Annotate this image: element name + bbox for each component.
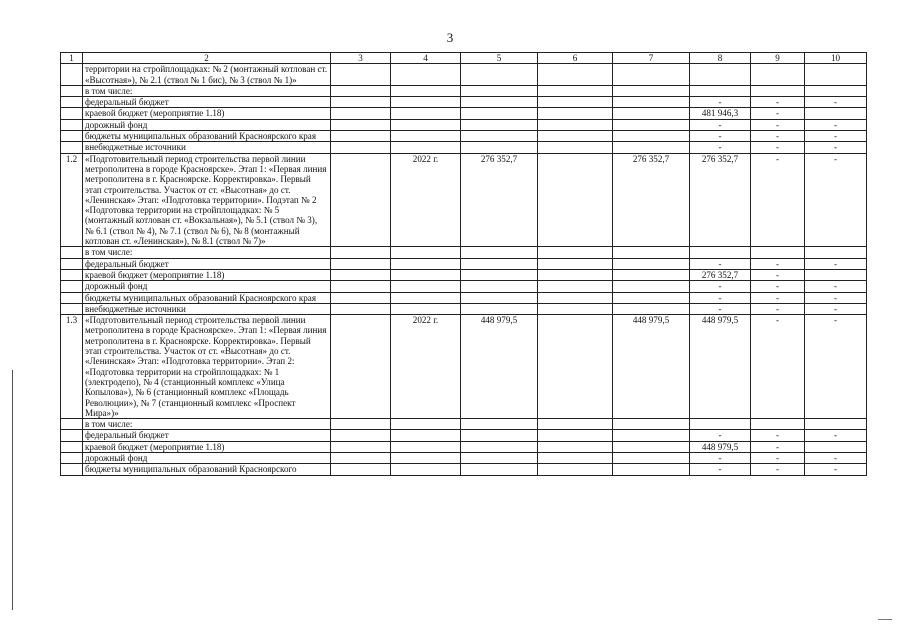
table-cell	[613, 97, 690, 108]
table-cell: -	[805, 430, 867, 441]
table-cell: -	[805, 292, 867, 303]
table-cell	[751, 247, 805, 258]
table-cell: -	[690, 430, 751, 441]
table-cell: -	[805, 119, 867, 130]
table-cell	[61, 419, 83, 430]
col-header: 6	[538, 53, 613, 64]
table-row	[61, 85, 867, 96]
table-cell	[61, 64, 83, 86]
table-cell	[391, 64, 461, 86]
table-cell	[613, 292, 690, 303]
table-row	[61, 258, 867, 269]
row-description: краевой бюджет (мероприятие 1.18)	[83, 441, 331, 452]
table-cell	[613, 452, 690, 463]
table-cell	[61, 85, 83, 96]
table-cell	[538, 108, 613, 119]
table-cell: -	[751, 292, 805, 303]
header-row	[61, 53, 867, 64]
table-cell	[461, 142, 538, 153]
table-cell: -	[751, 119, 805, 130]
table-cell	[391, 452, 461, 463]
table-cell	[61, 269, 83, 280]
table-cell: 481 946,3	[690, 108, 751, 119]
table-cell: -	[805, 315, 867, 419]
row-description: территории на стройплощадках: № 2 (монтажный котлован ст. «Высотная»), № 2.1 (ствол № 1 бис), № 3 (ствол № 1)»	[83, 64, 331, 86]
table-cell: 448 979,5	[690, 315, 751, 419]
table-cell	[391, 281, 461, 292]
table-row	[61, 108, 867, 119]
table-cell	[391, 119, 461, 130]
table-cell: -	[690, 452, 751, 463]
table-cell: -	[690, 258, 751, 269]
table-cell	[461, 281, 538, 292]
col-header: 4	[391, 53, 461, 64]
table-row	[61, 142, 867, 153]
table-cell	[331, 153, 391, 247]
row-description: бюджеты муниципальных образований Красноярского	[83, 464, 331, 475]
table-cell	[61, 441, 83, 452]
table-cell	[613, 430, 690, 441]
table-cell	[538, 258, 613, 269]
table-cell	[61, 119, 83, 130]
table-cell	[538, 303, 613, 314]
table-cell	[613, 108, 690, 119]
table-cell: -	[805, 452, 867, 463]
col-header: 8	[690, 53, 751, 64]
table-cell	[61, 97, 83, 108]
table-cell: -	[690, 131, 751, 142]
table-cell: -	[751, 153, 805, 247]
table-cell	[805, 108, 867, 119]
table-cell	[461, 258, 538, 269]
table-cell	[391, 430, 461, 441]
table-cell: 448 979,5	[613, 315, 690, 419]
row-description: дорожный фонд	[83, 119, 331, 130]
row-description: в том числе:	[83, 85, 331, 96]
table-cell	[61, 247, 83, 258]
table-cell	[461, 85, 538, 96]
table-cell	[538, 85, 613, 96]
table-cell	[690, 85, 751, 96]
table-row	[61, 247, 867, 258]
table-cell	[391, 441, 461, 452]
table-cell	[331, 108, 391, 119]
table-cell	[538, 247, 613, 258]
table-cell	[805, 85, 867, 96]
table-cell	[461, 303, 538, 314]
table-row	[61, 452, 867, 463]
row-description: дорожный фонд	[83, 281, 331, 292]
table-cell	[391, 85, 461, 96]
table-cell	[538, 153, 613, 247]
table-cell	[613, 131, 690, 142]
table-cell	[690, 419, 751, 430]
table-cell	[538, 119, 613, 130]
table-cell: -	[690, 119, 751, 130]
table-cell: -	[805, 153, 867, 247]
col-header: 9	[751, 53, 805, 64]
table-cell: -	[751, 258, 805, 269]
row-description: внебюджетные источники	[83, 303, 331, 314]
table-cell: -	[751, 464, 805, 475]
table-row	[61, 419, 867, 430]
row-description: федеральный бюджет	[83, 430, 331, 441]
table-cell	[461, 247, 538, 258]
table-cell	[538, 64, 613, 86]
table-cell	[613, 64, 690, 86]
table-cell	[61, 142, 83, 153]
table-cell	[331, 142, 391, 153]
table-cell	[805, 269, 867, 280]
row-description: в том числе:	[83, 419, 331, 430]
table-cell	[805, 419, 867, 430]
table-cell	[61, 108, 83, 119]
row-description: внебюджетные источники	[83, 142, 331, 153]
table-cell	[538, 419, 613, 430]
table-cell	[61, 131, 83, 142]
table-cell	[613, 303, 690, 314]
table-cell	[613, 269, 690, 280]
table-cell	[391, 258, 461, 269]
table-cell	[331, 419, 391, 430]
table-cell	[331, 119, 391, 130]
row-description: в том числе:	[83, 247, 331, 258]
table-row	[61, 430, 867, 441]
table-cell: 448 979,5	[461, 315, 538, 419]
table-cell	[538, 281, 613, 292]
table-cell	[461, 119, 538, 130]
table-cell	[538, 142, 613, 153]
row-description: «Подготовительный период строительства первой линии метрополитена в городе Красноярске». Этап 1: «Первая линия метрополитена в г. Красноярске. Корректировка». Первый этап строительства. Участок от ст. «Высотная» до ст. «Ленинская» Этап: «Подготовка территории». Подэтап № 2 «Подготовка территории на стройплощадках: № 5 (монтажный котлован ст. «Вокзальная»), № 5.1 (ствол № 3), № 6.1 (ствол № 4), № 7.1 (ствол № 6), № 8 (монтажный котлован ст. «Ленинская»), № 8.1 (ствол № 7)»	[83, 153, 331, 247]
table-cell	[391, 269, 461, 280]
budget-table	[60, 52, 867, 476]
table-cell	[61, 303, 83, 314]
table-cell	[538, 464, 613, 475]
table-cell	[391, 303, 461, 314]
table-cell: -	[751, 281, 805, 292]
table-cell: -	[751, 452, 805, 463]
table-cell: 276 352,7	[461, 153, 538, 247]
table-cell	[461, 131, 538, 142]
table-cell	[391, 131, 461, 142]
table-cell: 276 352,7	[613, 153, 690, 247]
table-cell	[538, 315, 613, 419]
table-cell	[613, 419, 690, 430]
table-cell	[751, 85, 805, 96]
table-cell: -	[690, 464, 751, 475]
table-cell: -	[751, 131, 805, 142]
col-header: 7	[613, 53, 690, 64]
table-cell	[461, 64, 538, 86]
table-cell	[805, 441, 867, 452]
table-cell	[331, 315, 391, 419]
table-row	[61, 269, 867, 280]
table-cell	[391, 292, 461, 303]
table-row	[61, 153, 867, 247]
table-cell	[331, 97, 391, 108]
table-cell	[461, 452, 538, 463]
table-cell	[331, 64, 391, 86]
table-cell	[61, 430, 83, 441]
scan-margin-line	[12, 370, 13, 610]
table-cell: -	[805, 258, 867, 269]
table-cell: -	[751, 315, 805, 419]
table-cell: 2022 г.	[391, 153, 461, 247]
table-cell	[613, 281, 690, 292]
table-cell	[461, 269, 538, 280]
table-cell	[331, 247, 391, 258]
table-cell	[613, 85, 690, 96]
table-cell: -	[690, 292, 751, 303]
table-cell: -	[690, 142, 751, 153]
table-cell	[538, 97, 613, 108]
row-description: бюджеты муниципальных образований Красноярского края	[83, 131, 331, 142]
table-cell	[690, 64, 751, 86]
table-row	[61, 441, 867, 452]
table-cell: -	[805, 131, 867, 142]
table-cell	[391, 108, 461, 119]
table-cell: 448 979,5	[690, 441, 751, 452]
table-cell	[751, 419, 805, 430]
table-row	[61, 464, 867, 475]
row-description: дорожный фонд	[83, 452, 331, 463]
table-cell	[690, 247, 751, 258]
row-description: бюджеты муниципальных образований Красноярского края	[83, 292, 331, 303]
table-row	[61, 64, 867, 86]
table-cell	[61, 258, 83, 269]
table-cell	[538, 131, 613, 142]
table-cell	[461, 97, 538, 108]
col-header: 2	[83, 53, 331, 64]
table-cell	[613, 464, 690, 475]
scan-corner-mark	[878, 619, 892, 620]
table-cell: 1.3	[61, 315, 83, 419]
table-cell: -	[805, 142, 867, 153]
table-cell	[331, 452, 391, 463]
table-cell	[61, 464, 83, 475]
table-row	[61, 131, 867, 142]
table-cell: -	[690, 303, 751, 314]
table-cell	[461, 430, 538, 441]
table-row	[61, 315, 867, 419]
table-cell	[538, 269, 613, 280]
table-cell	[538, 430, 613, 441]
table-cell: -	[751, 303, 805, 314]
table-cell	[61, 292, 83, 303]
table-cell: 276 352,7	[690, 153, 751, 247]
table-cell	[331, 430, 391, 441]
table-cell	[331, 464, 391, 475]
table-cell	[461, 108, 538, 119]
table-cell: 2022 г.	[391, 315, 461, 419]
table-cell	[613, 258, 690, 269]
col-header: 3	[331, 53, 391, 64]
table-cell	[751, 64, 805, 86]
row-description: краевой бюджет (мероприятие 1.18)	[83, 108, 331, 119]
table-cell	[538, 292, 613, 303]
table-cell	[805, 64, 867, 86]
table-cell: -	[751, 97, 805, 108]
table-cell	[538, 441, 613, 452]
table-cell: -	[751, 430, 805, 441]
table-cell	[391, 142, 461, 153]
table-cell	[538, 452, 613, 463]
table-row	[61, 97, 867, 108]
table-cell	[391, 419, 461, 430]
table-cell	[391, 247, 461, 258]
table-cell	[391, 464, 461, 475]
table-cell: -	[690, 281, 751, 292]
row-description: федеральный бюджет	[83, 97, 331, 108]
page-number: 3	[446, 30, 454, 45]
table-cell	[331, 441, 391, 452]
table-cell	[461, 292, 538, 303]
row-description: «Подготовительный период строительства первой линии метрополитена в городе Красноярске». Этап 1: «Первая линия метрополитена в г. Красноярске. Корректировка». Первый этап строительства. Участок от ст. «Высотная» до ст. «Ленинская» Этап: «Подготовка территории». Этап 2: «Подготовка территории на стройплощадках: № 1 (электродепо), № 4 (станционный комплекс «Улица Копылова»), № 6 (станционный комплекс «Площадь Революции»), № 7 (станционный комплекс «Проспект Мира»)»	[83, 315, 331, 419]
table-cell	[613, 142, 690, 153]
table-cell: 1.2	[61, 153, 83, 247]
table-cell	[61, 452, 83, 463]
row-description: краевой бюджет (мероприятие 1.18)	[83, 269, 331, 280]
col-header: 1	[61, 53, 83, 64]
table-cell	[331, 131, 391, 142]
table-cell	[331, 303, 391, 314]
table-row	[61, 292, 867, 303]
table-cell: -	[690, 97, 751, 108]
table-cell	[461, 464, 538, 475]
table-row	[61, 119, 867, 130]
table-cell: -	[805, 281, 867, 292]
table-cell	[331, 85, 391, 96]
table-cell	[461, 419, 538, 430]
col-header: 10	[805, 53, 867, 64]
table-cell	[391, 97, 461, 108]
table-cell	[805, 247, 867, 258]
table-cell: -	[805, 97, 867, 108]
table-cell: -	[805, 303, 867, 314]
table-cell	[613, 441, 690, 452]
table-row	[61, 303, 867, 314]
table-cell: 276 352,7	[690, 269, 751, 280]
table-cell: -	[751, 441, 805, 452]
table-row	[61, 281, 867, 292]
table-cell: -	[751, 269, 805, 280]
table-cell	[61, 281, 83, 292]
row-description: федеральный бюджет	[83, 258, 331, 269]
table-cell	[331, 281, 391, 292]
table-cell	[613, 247, 690, 258]
table-cell: -	[805, 464, 867, 475]
table-cell	[331, 292, 391, 303]
col-header: 5	[461, 53, 538, 64]
table-cell	[613, 119, 690, 130]
table-cell	[331, 269, 391, 280]
table-cell: -	[751, 108, 805, 119]
table-cell: -	[751, 142, 805, 153]
table-cell	[461, 441, 538, 452]
table-cell	[331, 258, 391, 269]
